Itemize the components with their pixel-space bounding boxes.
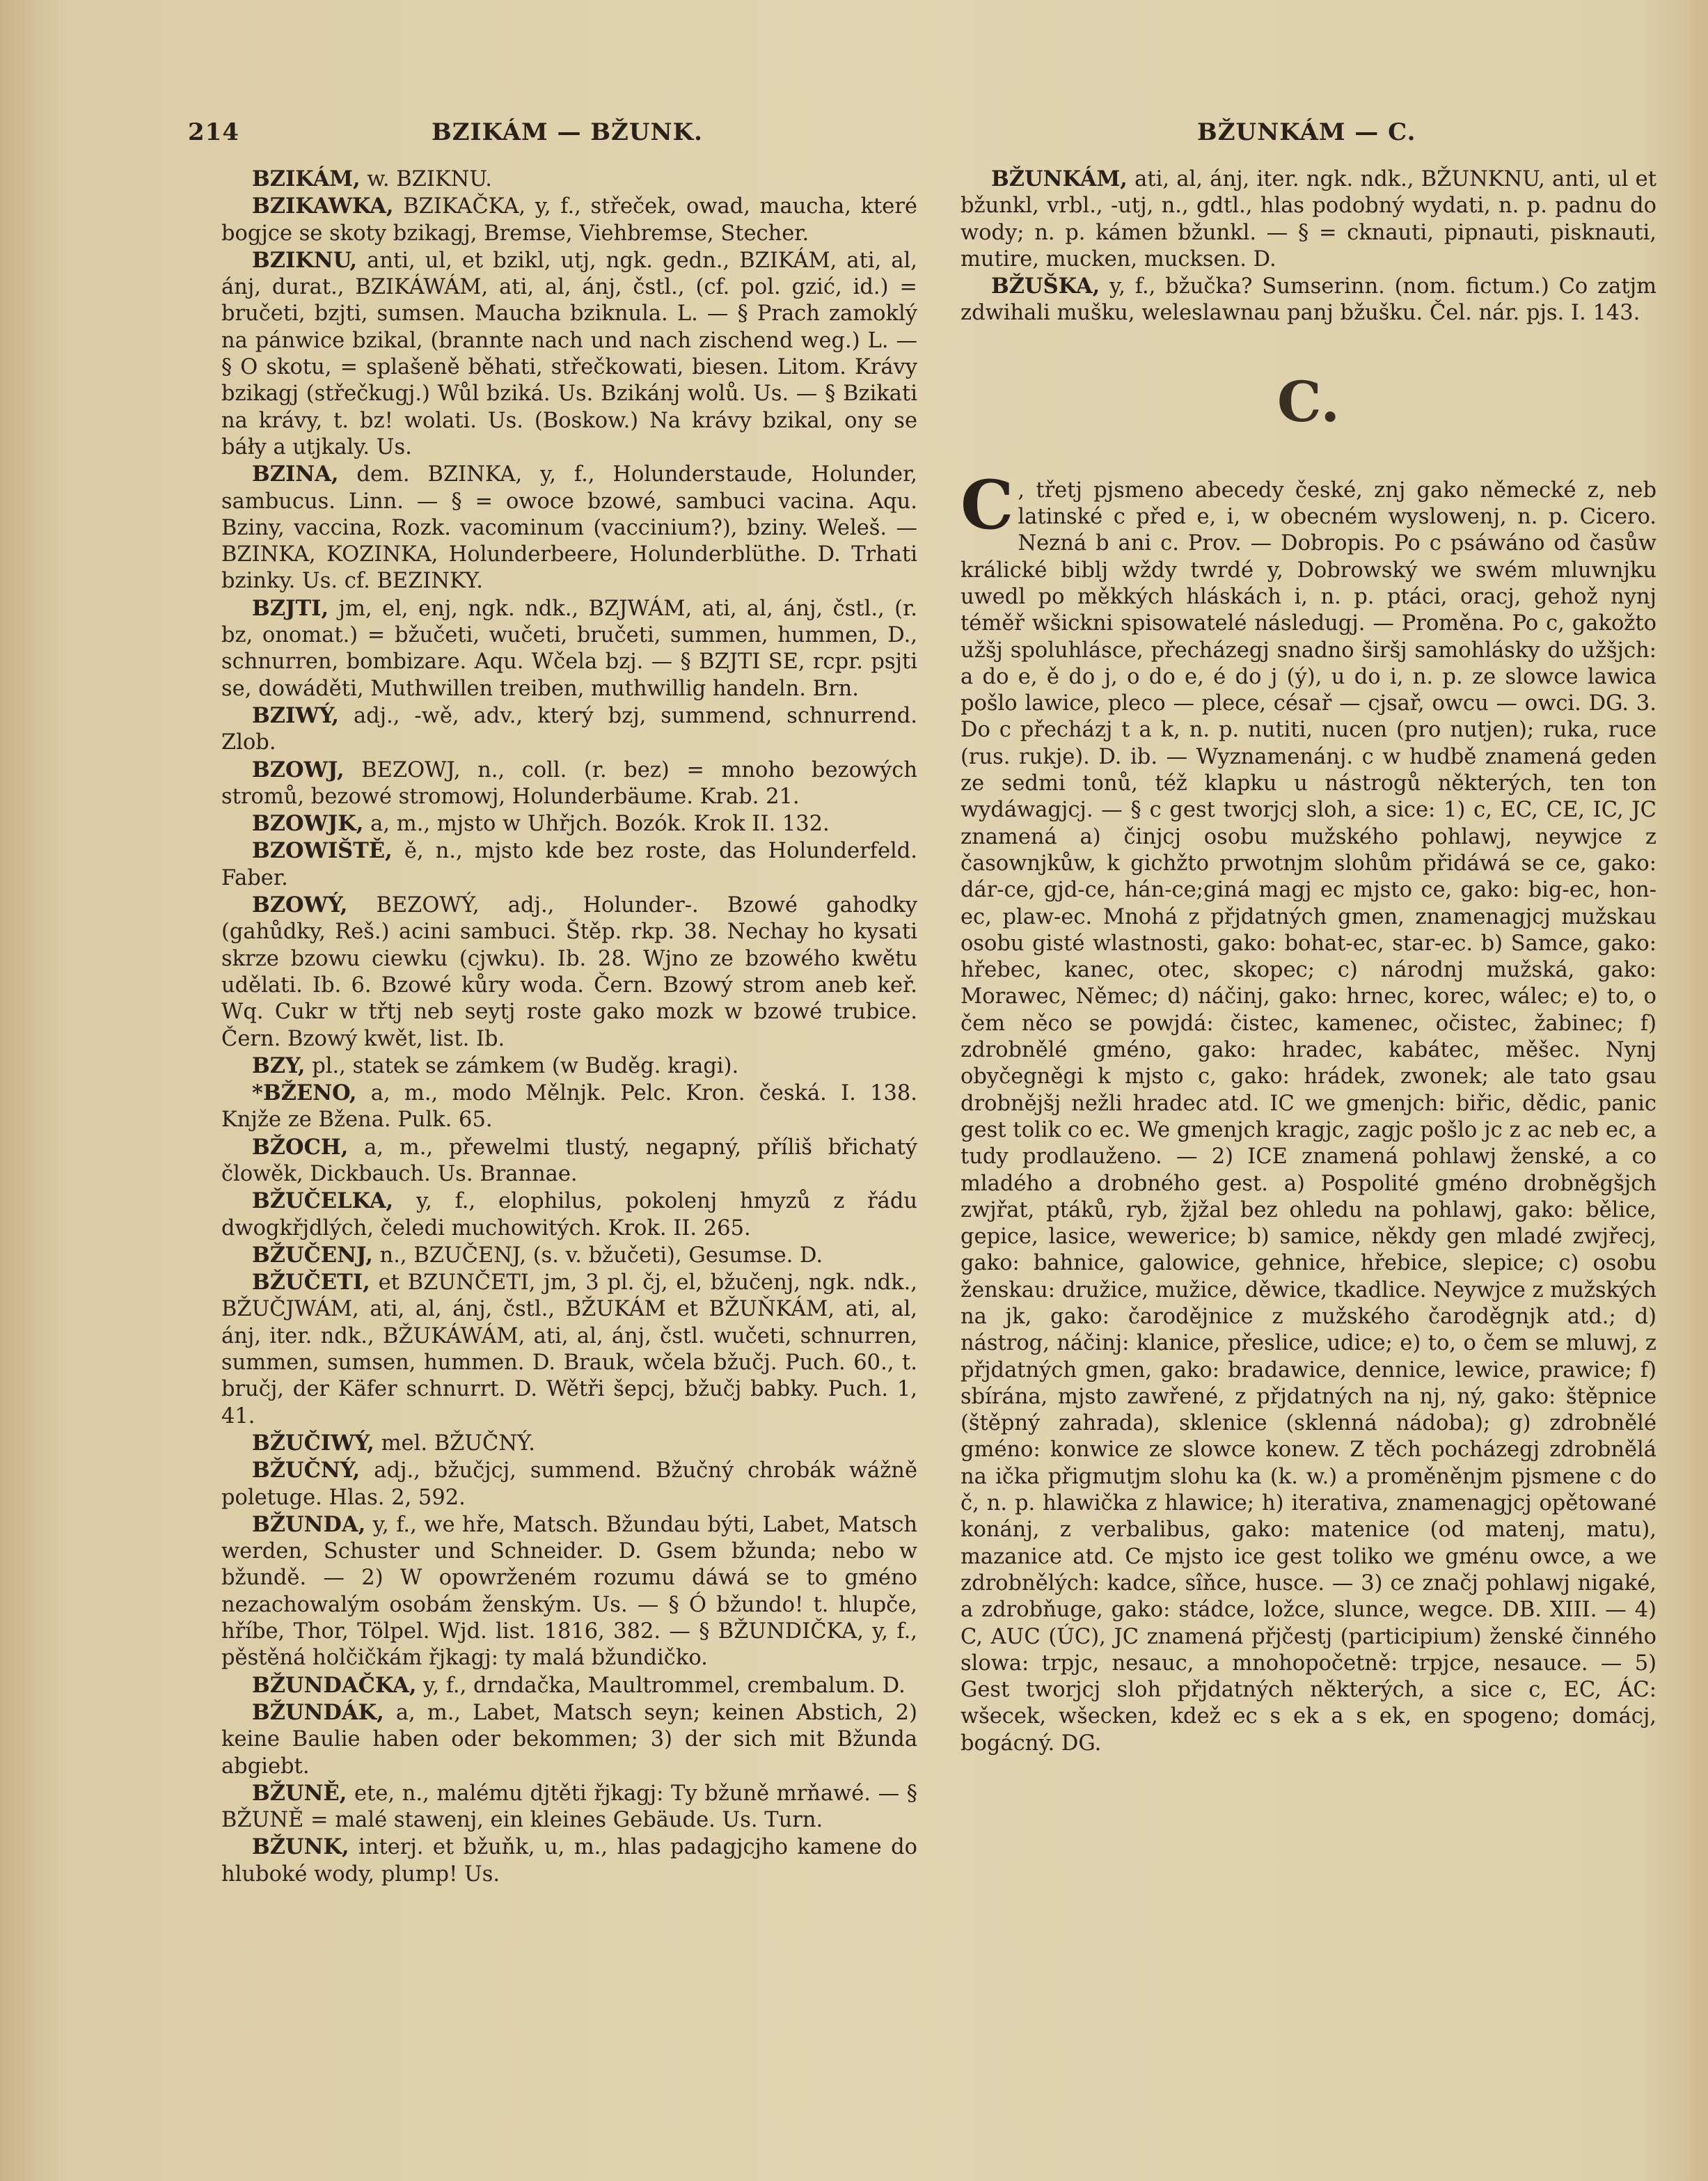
dictionary-entry [221, 1457, 917, 1511]
entry-headword: BZOWÝ, [252, 892, 348, 918]
dictionary-entry [221, 1242, 917, 1269]
dictionary-entry [221, 1511, 917, 1672]
dictionary-entry [221, 193, 917, 247]
dictionary-entry [221, 1080, 917, 1134]
left-running-title: BZIKÁM — BŽUNK. [432, 118, 703, 146]
dictionary-entry [221, 1834, 917, 1888]
page-number: 214 [188, 118, 239, 146]
entry-definition: w. BZIKNU. [360, 167, 492, 191]
dictionary-entry [221, 837, 917, 892]
entry-headword: BZIWÝ, [252, 702, 340, 728]
entry-definition: BEZOWJ, n., coll. (r. bez) = mnoho bezowých stromů, bezowé stromowj, Holunderbäume. Krab. 21. [221, 757, 917, 809]
dictionary-entry [960, 273, 1656, 327]
entry-definition: a, m., přewelmi tlustý, negapný, příliš břichatý člowěk, Dickbauch. Us. Brannae. [221, 1135, 917, 1186]
dictionary-entry [221, 1188, 917, 1242]
entry-definition: y, f., bžučka? Sumserinn. (nom. fictum.) Co zatjm zdwihali mušku, weleslawnau panj bžušku. Čel. nár. pjs. I. 143. [960, 274, 1656, 326]
right-column [960, 166, 1656, 1757]
dictionary-entry [221, 1780, 917, 1834]
entry-definition: ete, n., malému djtěti řjkagj: Ty bžuně mrňawé. — § BŽUNĚ = malé stawenj, ein kleines Gebäude. Us. Turn. [221, 1781, 917, 1833]
entry-definition: jm, el, enj, ngk. ndk., BZJWÁM, ati, al, ánj, čstl., (r. bz, onomat.) = bžučeti, wučeti, bručeti, summen, hummen, D., schnurren, bombizare. Aqu. Wčela bzj. — § BZJTI SE, rcpr. psjti se, dowáděti, Muthwillen treiben, muthwillig handeln. Brn. [221, 596, 917, 701]
dictionary-entry [221, 1699, 917, 1780]
entry-definition: a, m., Labet, Matsch seyn; keinen Abstich, 2) keine Baulie haben oder bekommen; 3) der sich mit Bžunda abgiebt. [221, 1700, 917, 1779]
entry-headword: BZOWIŠTĚ, [252, 838, 393, 864]
dictionary-entry [221, 757, 917, 811]
left-column [221, 166, 917, 1888]
entry-definition: y, f., we hře, Matsch. Bžundau býti, Labet, Matsch werden, Schuster und Schneider. D. Gsem bžunda; nebo w bžundě. — 2) W opowrženém rozumu dáwá se to gméno nezachowalým osobám ženským. Us. — § Ó bžundo! t. hlupče, hříbe, Thor, Tölpel. Wjd. list. 1816, 382. — § BŽUNDIČKA, y, f., pěstěná holčičkám řjkagj: ty malá bžundičko. [221, 1512, 917, 1671]
entry-definition: adj., -wě, adv., který bzj, summend, schnurrend. Zlob. [221, 703, 917, 755]
entry-definition: n., BZUČENJ, (s. v. bžučeti), Gesumse. D. [372, 1243, 823, 1268]
entry-headword: *BŽENO, [252, 1080, 357, 1106]
entry-definition: anti, ul, et bzikl, utj, ngk. gedn., BZIKÁM, ati, al, ánj, durat., BZIKÁWÁM, ati, al, ánj, čstl., (cf. pol. gzić, id.) = bručeti, bzjti, sumsen. Maucha bziknula. L. — § Prach zamoklý na pánwice bzikal, (brannte nach und nach zischend weg.) L. — § O skotu, = splašeně běhati, střečkowati, biesen. Litom. Krávy bzikagj (střečkugj.) Wůl bziká. Us. Bzikánj wolů. Us. — § Bzikati na krávy, t. bz! wolati. Us. (Boskow.) Na krávy bzikal, ony se báły a utjkaly. Us. [221, 248, 917, 459]
entry-headword: BŽUNĚ, [252, 1780, 347, 1806]
dictionary-entry [960, 166, 1656, 273]
entry-definition: mel. BŽUČNÝ. [374, 1431, 535, 1456]
dictionary-entry [221, 1672, 917, 1699]
entry-headword: BŽOCH, [252, 1134, 349, 1160]
dictionary-entry [221, 1269, 917, 1430]
entry-headword: BŽUNK, [252, 1834, 349, 1860]
entry-definition: et BZUNČETI, jm, 3 pl. čj, el, bžučenj, ngk. ndk., BŽUČJWÁM, ati, al, ánj, čstl., BŽUKÁM et BŽUŇKÁM, ati, al, ánj, iter. ndk., BŽUKÁWÁM, ati, al, ánj, čstl. wučeti, schnurren, summen, sumsen, hummen. D. Brauk, wčela bžučj. Puch. 60., t. bručj, der Käfer schnurrt. D. Wětři šepcj, bžučj babky. Puch. 1, 41. [221, 1270, 917, 1428]
dictionary-entry [221, 1430, 917, 1457]
entry-headword: BŽUČIWÝ, [252, 1430, 374, 1456]
dictionary-entry [221, 595, 917, 702]
dictionary-entry [221, 247, 917, 461]
entry-headword: BŽUŠKA, [991, 274, 1100, 299]
entry-headword: BŽUNKÁM, [991, 166, 1128, 191]
entry-definition: ati, al, ánj, iter. ngk. ndk., BŽUNKNU, anti, ul et bžunkl, vrbl., -utj, n., gdtl., hlas podobný wydati, n. p. padnu do wody; n. p. kámen bžunkl. — § = cknauti, pipnauti, pisknauti, mutire, mucken, mucksen. D. [960, 167, 1656, 271]
entry-definition: pl., statek se zámkem (w Buděg. kragi). [305, 1053, 739, 1078]
entry-headword: BŽUČETI, [252, 1270, 370, 1296]
entry-definition: y, f., drndačka, Maultrommel, crembalum. D. [416, 1673, 906, 1698]
entry-headword: BZIKÁM, [252, 166, 361, 191]
entry-headword: BZY, [252, 1053, 306, 1078]
entry-definition: adj., bžučjcj, summend. Bžučný chrobák wážně poletuge. Hlas. 2, 592. [221, 1458, 917, 1510]
entry-headword: BŽUČNÝ, [252, 1458, 361, 1483]
letter-c-entry [960, 465, 1656, 1757]
entry-headword: BZIKAWKA, [252, 194, 394, 219]
dictionary-entry [221, 1053, 917, 1080]
entry-headword: BZJTI, [252, 595, 329, 621]
right-column-entries [960, 166, 1656, 327]
entry-headword: BŽUNDA, [252, 1511, 366, 1537]
dictionary-entry [221, 702, 917, 757]
entry-headword: BŽUČENJ, [252, 1242, 373, 1268]
entry-definition: a, m., mjsto w Uhřjch. Bozók. Krok II. 132. [363, 812, 830, 837]
entry-headword: BŽUNDÁK, [252, 1699, 384, 1725]
entry-definition: BZIKAČKA, y, f., střeček, owad, maucha, které bogjce se skoty bzikagj, Bremse, Viehbremse, Stecher. [221, 194, 917, 246]
entry-headword: BZOWJK, [252, 811, 364, 837]
entry-headword: BŽUNDAČKA, [252, 1672, 417, 1698]
dictionary-entry [221, 1134, 917, 1188]
entry-definition: a, m., modo Mělnjk. Pelc. Kron. česká. I. 138. Knjže ze Bžena. Pulk. 65. [221, 1081, 917, 1133]
dictionary-entry [221, 892, 917, 1053]
entry-headword: BŽUČELKA, [252, 1188, 394, 1214]
entry-definition: ě, n., mjsto kde bez roste, das Holunderfeld. Faber. [221, 839, 917, 890]
entry-headword: BZOWJ, [252, 757, 345, 782]
dictionary-entry [221, 166, 917, 193]
entry-definition: BEZOWÝ, adj., Holunder-. Bzowé gahodky (gahůdky, Reš.) acini sambuci. Štěp. rkp. 38. Nechay ho kysati skrze bzowu ciewku (cjwku). Ib. 28. Wjno ze bzowého kwětu udělati. Ib. 6. Bzowé kůry woda. Čern. Bzowý strom aneb keř. Wq. Cukr w třtj neb seytj roste gako mozk w bzowé trubice. Čern. Bzowý kwět, list. Ib. [221, 893, 917, 1051]
dictionary-entry [221, 461, 917, 595]
entry-definition: dem. BZINKA, y, f., Holunderstaude, Holunder, sambucus. Linn. — § = owoce bzowé, sambuci vacina. Aqu. Bziny, vaccina, Rozk. vacominum (vaccinium?), bziny. Weleš. — BZINKA, KOZINKA, Holunderbeere, Holunderblüthe. D. Trhati bzinky. Us. cf. BEZINKY. [221, 462, 917, 594]
section-letter-heading: C. [1276, 368, 1341, 434]
entry-definition: y, f., elophilus, pokolenj hmyzů z řádu dwogkřjdlých, čeledi muchowitých. Krok. II. 265. [221, 1189, 917, 1241]
letter-c-text: , třetj pjsmeno abecedy české, znj gako německé z, neb latinské c před e, i, w obecném wyslowenj, n. p. Cicero. Nezná b ani c. Prov. — Dobropis. Po c psáwáno od časůw králické biblj wždy twrdé y, Dobrowský we swém mluwnjku uwedl po měkkých hláskách i, n. p. ptáci, oracj, gehož nynj téměř wšickni spisowatelé následugj. — Proměna. Po c, gakožto užšj spoluhlásce, přecházegj snadno širšj samohlásky do užšjch: a do e, ě do j, o do e, é do j (ý), u do i, n. p. ze slowce lawica pošlo lawice, pleco — plece, césař — cjsař, owcu — owci. DG. 3. Do c přecházj t a k, n. p. nutiti, nucen (pro nutjen); ruka, ruce (rus. rukje). D. ib. — Wyznamenánj. c w hudbě znamená geden ze sedmi tonů, též klapku u nástrogů některých, ten ton wydáwagjcj. — § c gest tworjcj sloh, a sice: 1) c, EC, CE, IC, JC znamená a) činjcj osobu mužského pohlawj, neywjce z časownjkůw, k gichžto prwotnjm slohům přidáwá se ce, gako: dár-ce, gjd-ce, hán-ce;giná magj ec mjsto ce, gako: big-ec, hon-ec, plaw-ec. Mnohá z přjdatných gmen, znamenagjcj mužskau osobu gisté wlastnosti, gako: bohat-ec, star-ec. b) Samce, gako: hřebec, kanec, otec, skopec; c) národnj mužská, gako: Morawec, Němec; d) náčinj, gako: hrnec, korec, wálec; e) to, o čem něco se powjdá: čistec, kamenec, očistec, žabinec; f) zdrobnělé gméno, gako: hradec, kabátec, měšec. Nynj obyčegněgi k mjsto c, gako: hrádek, zwonek; ale tato gsau drobnějšj nežli hradec atd. IC we gmenjch: biřic, dědic, panic gest tolik co ec. We gmenjch kragjc, zagjc pošlo jc z ac neb ec, a tudy prodlauženo. — 2) ICE znamená pohlawj ženské, a co mladého a drobného gest. a) Pospolité gméno drobněgšjch zwjřat, ptáků, ryb, žjžal bez ohledu na pohlawj, gako: bělice, gepice, lasice, wewerice; b) samice, někdy gen mladé zwjřecj, gako: bahnice, galowice, gehnice, hřebice, slepice; c) osobu ženskau: družice, mužice, děwice, tkadlice. Neywjce z mužských na jk, gako: čarodějnice z mužského čaroděgnjk atd.; d) nástrog, náčinj: klanice, přeslice, udice; e) to, o čem se mluwj, z přjdatných gmen, gako: bradawice, dennice, lewice, prawice; f) sbírána, mjsto zawřené, z přjdatných na nj, ný, gako: štěpnice (štěpný zahrada), sklenice (sklenná nádoba); g) zdrobnělé gméno: konwice ze slowce konew. Z těch pocházegj zdrobnělá na ička přigmutjm slohu ka (k. w.) a proměněnjm pjsmene c do č, n. p. hlawička z hlawice; h) iterativa, znamenagjcj opětowané konánj, z verbalibus, gako: matenice (od matenj, matu), mazanice atd. Ce mjsto ice gest toliko we gménu owce, a we zdrobnělých: kadce, sîňce, husce. — 3) ce značj pohlawj nigaké, a zdrobňuge, gako: stádce, ložce, slunce, wegce. DB. XIII. — 4) C, AUC (ÚC), JC znamená přjčestj (participium) ženské činného slowa: trpjc, nesauc, a mnohopočetně: trpjce, nesauce. — 5) Gest tworjcj sloh přjdatných některých, a sice c, EC, ÁC: wšecek, wšecken, kdež ec s ek a s ek, en spogeno; domácj, bogácný. DG. [960, 478, 1656, 1756]
entry-definition: interj. et bžuňk, u, m., hlas padagjcjho kamene do hluboké wody, plump! Us. [221, 1835, 917, 1887]
right-running-title: BŽUNKÁM — C. [1197, 118, 1416, 146]
dictionary-entry [221, 810, 917, 837]
drop-cap-c: C [960, 465, 1014, 544]
entry-headword: BZIKNU, [252, 247, 358, 273]
entry-headword: BZINA, [252, 462, 339, 487]
